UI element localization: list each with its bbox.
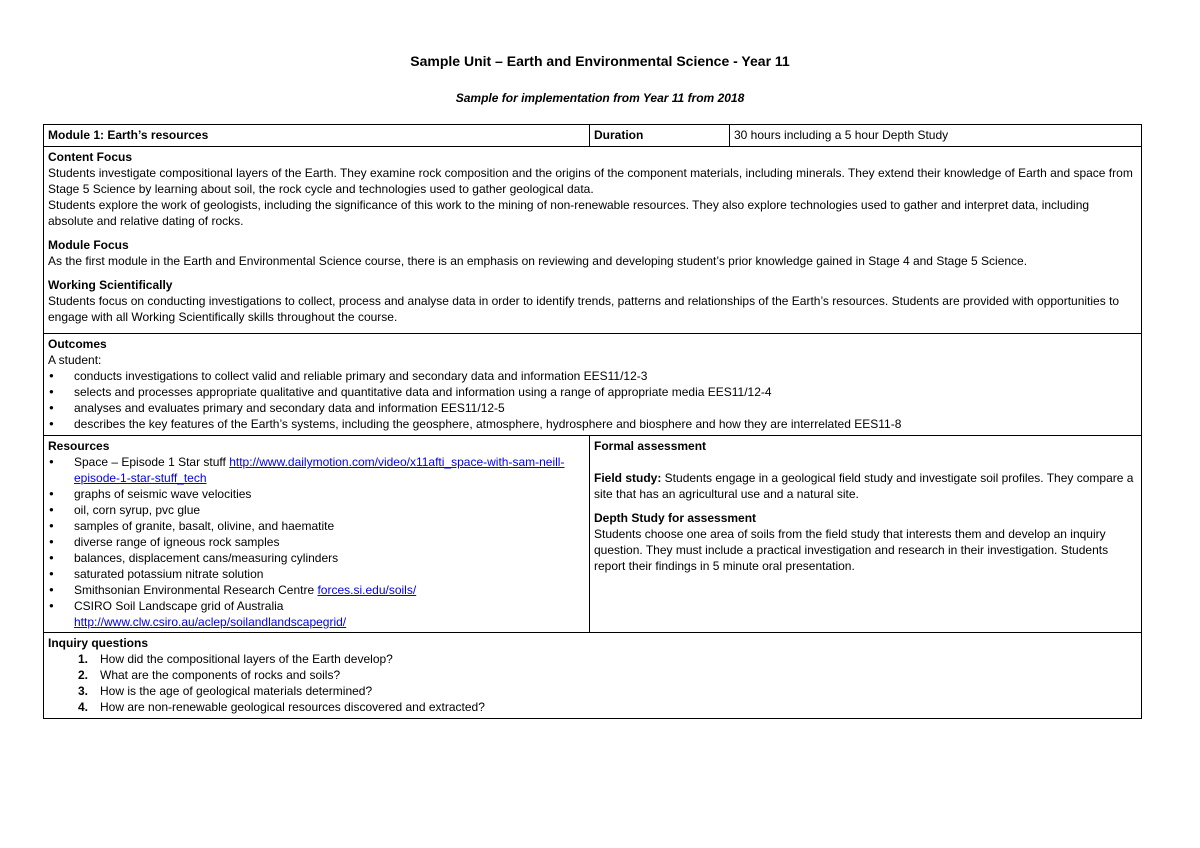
module-name-cell <box>44 125 590 147</box>
resource-text: Space – Episode 1 Star stuff <box>74 455 230 469</box>
outcomes-heading: Outcomes <box>48 337 107 351</box>
outcomes-row <box>44 334 1142 436</box>
outcomes-cell <box>44 334 1142 436</box>
outcomes-intro: A student: <box>48 353 102 367</box>
unit-table <box>43 124 1142 719</box>
focus-cell <box>44 147 1142 334</box>
duration-value: 30 hours including a 5 hour Depth Study <box>734 128 949 142</box>
resource-item: ● oil, corn syrup, pvc glue <box>48 502 565 518</box>
inquiry-list <box>48 651 1137 715</box>
inquiry-text: How are non-renewable geological resources discovered and extracted? <box>100 700 485 714</box>
resources-assessment-row <box>44 436 1142 633</box>
content-focus-para-2: Students explore the work of geologists, including the significance of this work to the mining of non-renewable resources. They also explore technologies used to gather and interpret data, including absolute and relative dating of rocks. <box>48 198 1090 228</box>
depth-study-heading: Depth Study for assessment <box>594 511 757 525</box>
document-subtitle: Sample for implementation from Year 11 from 2018 <box>455 91 745 105</box>
field-study-text <box>594 470 1137 502</box>
focus-row <box>44 147 1142 334</box>
outcome-item: ● describes the key features of the Earth’s systems, including the geosphere, atmosphere, hydrosphere and biosphere and how they are interrelated EES11-8 <box>48 416 1137 432</box>
inquiry-item <box>48 683 1137 699</box>
inquiry-number: 3. <box>78 684 89 698</box>
inquiry-number: 1. <box>78 652 89 666</box>
resource-text: CSIRO Soil Landscape grid of Australia <box>74 599 284 613</box>
resource-item <box>48 598 565 630</box>
resource-item: ● samples of granite, basalt, olivine, and haematite <box>48 518 565 534</box>
resource-item: ● saturated potassium nitrate solution <box>48 566 565 582</box>
assessment-cell <box>590 436 1142 633</box>
outcome-item: ● selects and processes appropriate qualitative and quantitative data and information using a range of appropriate media EES11/12-4 <box>48 384 1137 400</box>
resource-link-csiro[interactable]: http://www.clw.csiro.au/aclep/soilandlandscapegrid/ <box>74 615 347 629</box>
module-row <box>44 125 1142 147</box>
resource-text: Smithsonian Environmental Research Centre <box>74 583 318 597</box>
module-focus-text: As the first module in the Earth and Environmental Science course, there is an emphasis on reviewing and developing student’s prior knowledge gained in Stage 4 and Stage 5 Science. <box>48 254 1028 268</box>
working-scientifically-heading: Working Scientifically <box>48 278 173 292</box>
working-scientifically-text: Students focus on conducting investigations to collect, process and analyse data in order to identify trends, patterns and relationships of the Earth’s resources. Students are provided with opportunities to engage with all Working Scientifically skills throughout the course. <box>48 294 1120 324</box>
resource-link-smithsonian[interactable]: forces.si.edu/soils/ <box>317 583 417 597</box>
content-focus-para-1: Students investigate compositional layers of the Earth. They examine rock composition and the origins of the component materials, including minerals. They extend their knowledge of Earth and space from Stage 5 Science by learning about soil, the rock cycle and technologies used to gather geological data. <box>48 166 1133 196</box>
duration-label: Duration <box>594 128 644 142</box>
inquiry-text: What are the components of rocks and soils? <box>100 668 341 682</box>
assessment-heading: Formal assessment <box>594 439 707 453</box>
inquiry-text: How did the compositional layers of the Earth develop? <box>100 652 393 666</box>
content-focus-heading: Content Focus <box>48 150 132 164</box>
resource-item <box>48 582 565 598</box>
field-study-label: Field study: <box>594 471 662 485</box>
resources-cell <box>44 436 590 633</box>
outcome-item: ● analyses and evaluates primary and secondary data and information EES11/12-5 <box>48 400 1137 416</box>
resources-heading: Resources <box>48 439 110 453</box>
duration-value-cell <box>730 125 1142 147</box>
inquiry-text: How is the age of geological materials determined? <box>100 684 373 698</box>
resource-item: ● diverse range of igneous rock samples <box>48 534 565 550</box>
inquiry-item <box>48 651 1137 667</box>
resource-item: ● graphs of seismic wave velocities <box>48 486 565 502</box>
module-focus-heading: Module Focus <box>48 238 129 252</box>
inquiry-heading: Inquiry questions <box>48 636 149 650</box>
field-study-body: Students engage in a geological field study and investigate soil profiles. They compare a site that has an agricultural use and a natural site. <box>594 471 1134 501</box>
inquiry-number: 4. <box>78 700 89 714</box>
outcome-item: ● conducts investigations to collect valid and reliable primary and secondary data and information EES11/12-3 <box>48 368 1137 384</box>
inquiry-cell <box>44 633 1142 719</box>
inquiry-item <box>48 699 1137 715</box>
inquiry-row <box>44 633 1142 719</box>
resource-item <box>48 454 565 486</box>
depth-study-text: Students choose one area of soils from the field study that interests them and develop an inquiry question. They must include a practical investigation and research in their investigation. Students report their findings in 5 minute oral presentation. <box>594 527 1109 573</box>
inquiry-number: 2. <box>78 668 89 682</box>
duration-label-cell <box>590 125 730 147</box>
module-name: Module 1: Earth’s resources <box>48 128 209 142</box>
resources-list <box>48 454 585 630</box>
inquiry-item <box>48 667 1137 683</box>
content-focus-section <box>48 149 1137 229</box>
module-focus-section <box>48 237 1137 269</box>
resource-item: ● balances, displacement cans/measuring cylinders <box>48 550 565 566</box>
working-scientifically-section <box>48 277 1137 325</box>
outcomes-list <box>48 368 1137 432</box>
document-title: Sample Unit – Earth and Environmental Science - Year 11 <box>410 53 790 69</box>
resource-link-dailymotion[interactable]: http://www.dailymotion.com/video/x11afti_space-with-sam-neill-episode-1-star-stuff_tech <box>74 455 565 485</box>
